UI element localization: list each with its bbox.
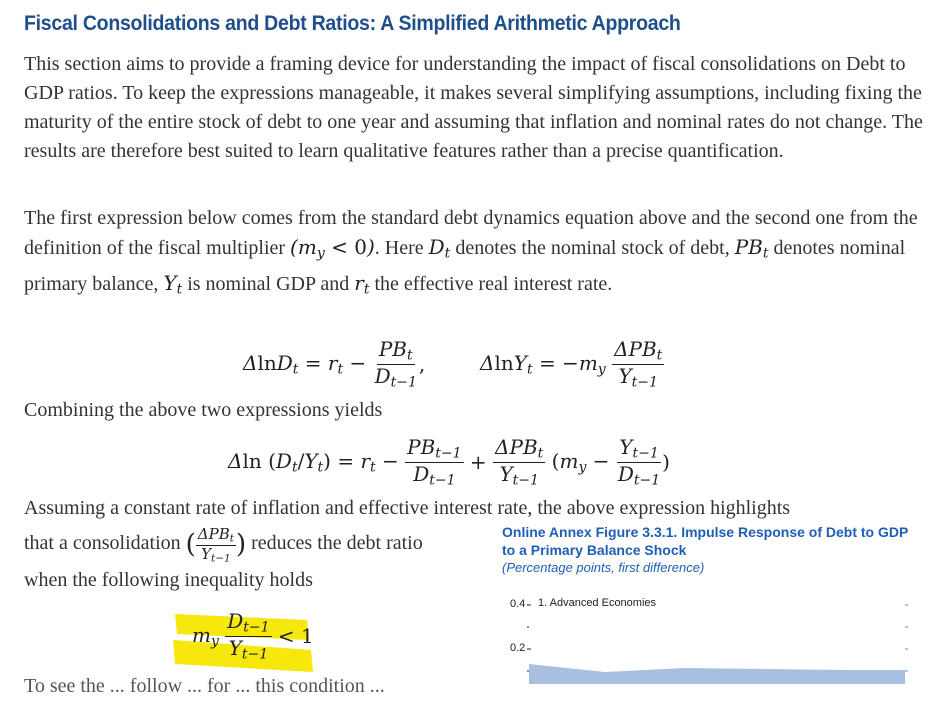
panel-title: 1. Advanced Economies xyxy=(538,597,657,609)
paragraph-intro xyxy=(24,50,924,166)
paragraph-text: Assuming a constant rate of inflation and effective interest rate, the above expression highlights xyxy=(24,497,791,519)
equation-combined: Δln $(D_t/Y_t) = r_t$ − $\frac{PB_{t-1}}{D_{t-1}}$ + $\frac{\Delta PB_t}{Y_{t-1}}$ ($m_y$ − $\frac{Y_{t-1}}{D_{t-1}}$ ) xyxy=(228,435,670,489)
section-title: Fiscal Consolidations and Debt Ratios: A Simplified Arithmetic Approach xyxy=(24,12,681,35)
gdp-symbol: $Y_t$ xyxy=(163,270,183,297)
confidence-band xyxy=(529,664,905,684)
paragraph-consolidation xyxy=(24,526,494,564)
figure-title: Online Annex Figure 3.3.1. Impulse Response of Debt to GDP to a Primary Balance Shock xyxy=(502,524,909,558)
text-run: denotes the nominal stock of debt, xyxy=(455,237,730,259)
figure-plot-area xyxy=(525,596,915,684)
paragraph-text: Combining the above two expressions yields xyxy=(24,399,383,421)
text-run: is nominal GDP and xyxy=(187,272,350,295)
rate-symbol: $r_t$ xyxy=(354,270,370,297)
text-run: the effective real interest rate. xyxy=(374,272,613,295)
y-tick-label: 0.4 xyxy=(510,598,526,610)
debt-symbol: $D_t$ xyxy=(428,235,451,262)
text-run: denotes nominal primary balance, xyxy=(24,237,906,295)
equation-debt-dynamics: $\Delta\ln D_t = r_t$ − $\frac{PB_t}{D_{t-1}}$ , xyxy=(243,337,426,391)
paragraph-text: To see the ... follow ... for ... this condition ... xyxy=(24,675,385,697)
text-run: . Here xyxy=(374,237,424,259)
pb-symbol: $PB_t$ xyxy=(734,235,769,262)
text-run: that a consolidation xyxy=(24,532,181,555)
paragraph-inequality-intro xyxy=(24,566,494,595)
text-run: reduces the debt ratio xyxy=(251,532,423,555)
paragraph-assumption xyxy=(24,494,924,523)
equation-inequality: $m_y$ $\frac{D_{t-1}}{Y_{t-1}}$ < 1 xyxy=(192,609,314,663)
multiplier-inline-math: $(m_y < 0)$ xyxy=(290,235,375,262)
paragraph-text: This section aims to provide a framing device for understanding the impact of fiscal consolidations on Debt to GDP ratios. To keep the expressions manageable, it makes several simplifying assumptions, including fixing the maturity of the entire stock of debt to one year and assuming that inflation and nominal rates do not change. The results are therefore best suited to learn qualitative features rather than a precise quantification. xyxy=(24,53,923,162)
figure-subtitle: (Percentage points, first difference) xyxy=(502,560,705,575)
paragraph-combining xyxy=(24,396,924,425)
y-tick-label: 0.2 xyxy=(510,642,526,654)
equation-multiplier: $\Delta\ln Y_t = -m_y$ $\frac{\Delta PB_t}{Y_{t-1}}$ xyxy=(480,337,663,391)
paragraph-text: when the following inequality holds xyxy=(24,569,313,591)
paragraph-definitions xyxy=(24,204,929,304)
text-run: The first expression below comes from the standard debt dynamics equation above and the second one from the definition of the fiscal multiplier xyxy=(24,207,918,259)
consolidation-inline-math: ( $\frac{\Delta PB_t}{Y_{t-1}}$ ) xyxy=(185,525,247,565)
